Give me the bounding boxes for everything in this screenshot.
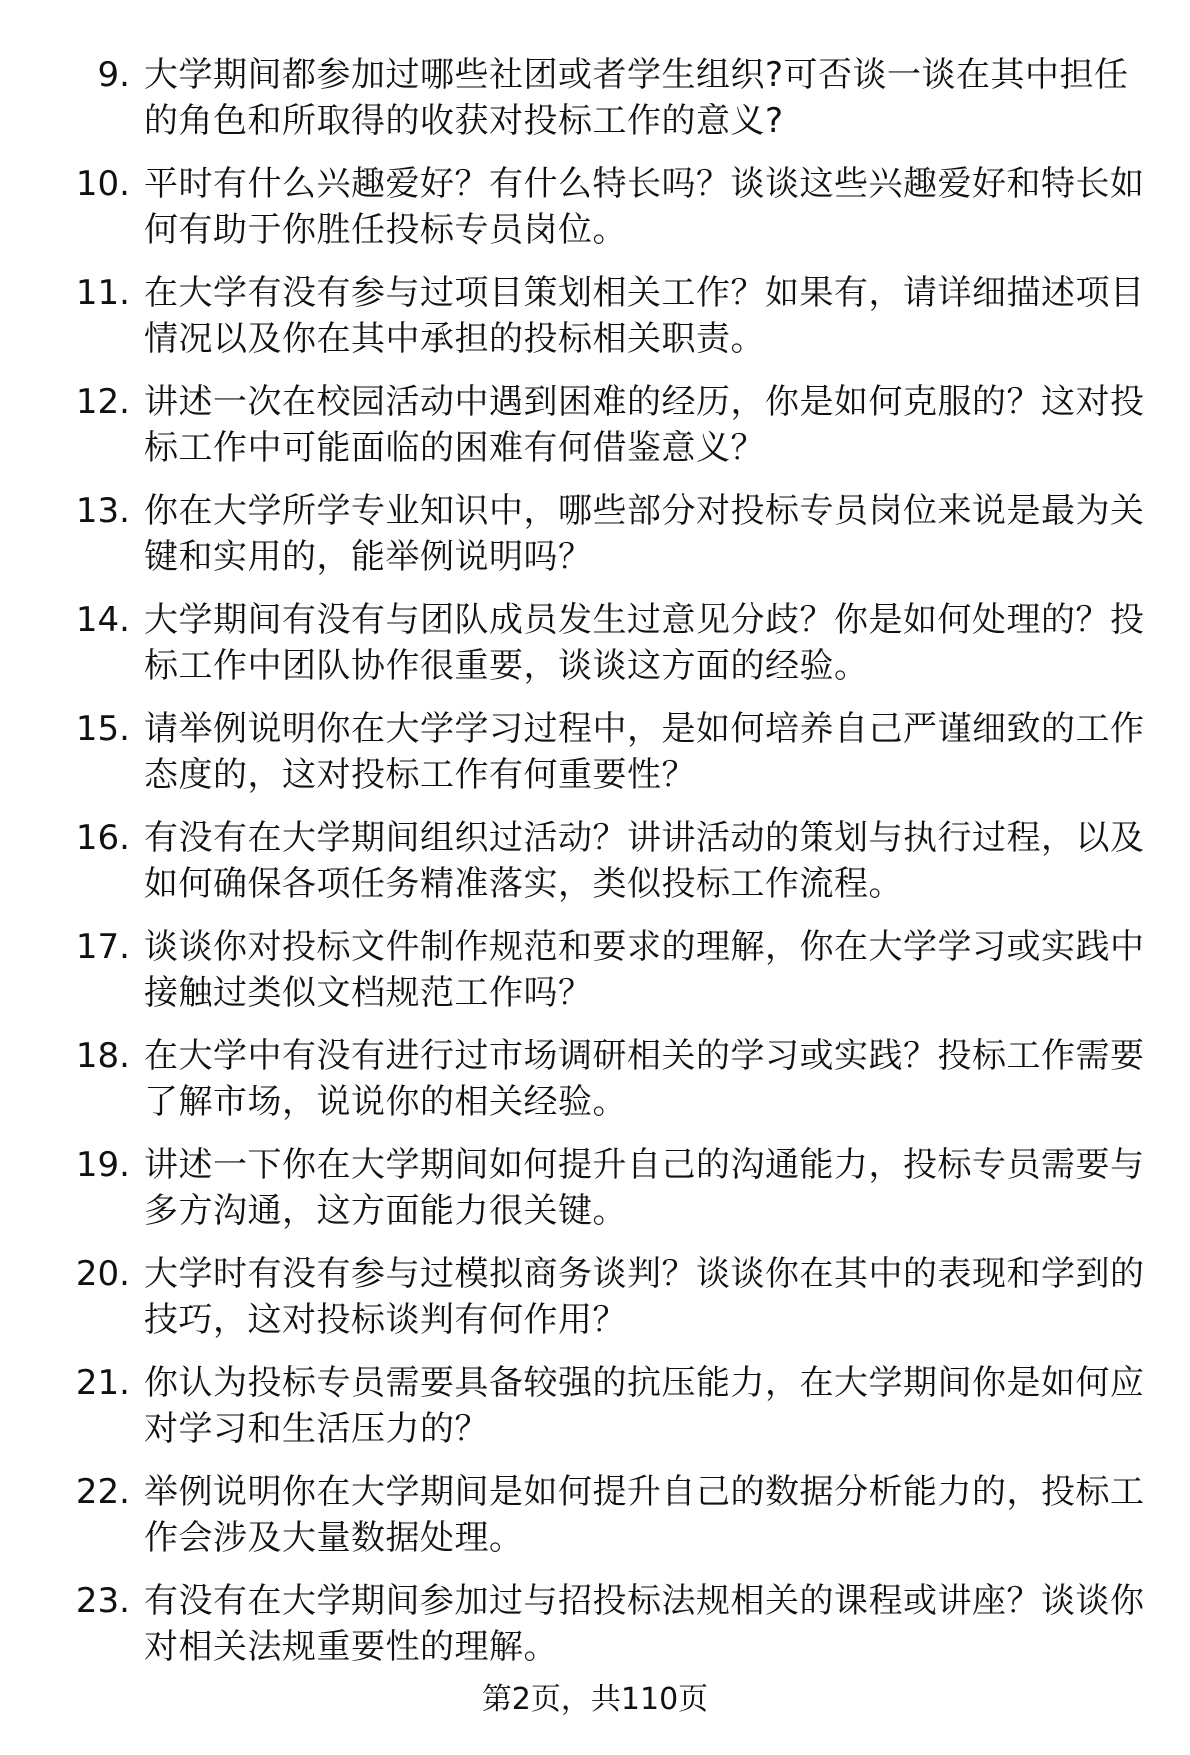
question-number: 10. bbox=[75, 164, 130, 204]
question-item-16 bbox=[58, 815, 1148, 924]
question-text: 请举例说明你在大学学习过程中，是如何培养自己严谨细致的工作态度的，这对投标工作有何重要性？ bbox=[144, 709, 1145, 795]
question-text: 有没有在大学期间参加过与招投标法规相关的课程或讲座？谈谈你对相关法规重要性的理解。 bbox=[144, 1581, 1145, 1667]
question-item-15 bbox=[58, 706, 1148, 815]
question-text: 有没有在大学期间组织过活动？讲讲活动的策划与执行过程，以及如何确保各项任务精准落实，类似投标工作流程。 bbox=[144, 818, 1145, 904]
question-item-11 bbox=[58, 270, 1148, 379]
question-text: 大学期间有没有与团队成员发生过意见分歧？你是如何处理的？投标工作中团队协作很重要，谈谈这方面的经验。 bbox=[144, 600, 1145, 686]
question-number: 14. bbox=[75, 600, 130, 640]
question-text: 大学期间都参加过哪些社团或者学生组织?可否谈一谈在其中担任的角色和所取得的收获对投标工作的意义? bbox=[144, 55, 1129, 141]
question-text: 讲述一下你在大学期间如何提升自己的沟通能力，投标专员需要与多方沟通，这方面能力很关键。 bbox=[144, 1145, 1145, 1231]
question-number: 21. bbox=[75, 1363, 130, 1403]
page-footer: 第2页，共110页 bbox=[481, 1682, 709, 1717]
question-text: 你在大学所学专业知识中，哪些部分对投标专员岗位来说是最为关键和实用的，能举例说明吗？ bbox=[144, 491, 1145, 577]
question-number: 19. bbox=[75, 1145, 130, 1185]
question-number: 18. bbox=[75, 1036, 130, 1076]
question-item-17 bbox=[58, 924, 1148, 1033]
question-text: 平时有什么兴趣爱好？有什么特长吗？谈谈这些兴趣爱好和特长如何有助于你胜任投标专员岗位。 bbox=[144, 164, 1145, 250]
question-text: 讲述一次在校园活动中遇到困难的经历，你是如何克服的？这对投标工作中可能面临的困难有何借鉴意义？ bbox=[144, 382, 1145, 468]
question-number: 23. bbox=[75, 1581, 130, 1621]
question-item-14 bbox=[58, 597, 1148, 706]
question-item-13 bbox=[58, 488, 1148, 597]
question-text: 在大学有没有参与过项目策划相关工作？如果有，请详细描述项目情况以及你在其中承担的投标相关职责。 bbox=[144, 273, 1145, 359]
question-item-20 bbox=[58, 1251, 1148, 1360]
question-text: 在大学中有没有进行过市场调研相关的学习或实践？投标工作需要了解市场，说说你的相关经验。 bbox=[144, 1036, 1145, 1122]
question-item-12 bbox=[58, 379, 1148, 488]
question-text: 大学时有没有参与过模拟商务谈判？谈谈你在其中的表现和学到的技巧，这对投标谈判有何作用？ bbox=[144, 1254, 1145, 1340]
question-number: 12. bbox=[75, 382, 130, 422]
question-list bbox=[58, 52, 1148, 1687]
question-item-9 bbox=[58, 52, 1148, 161]
question-number: 22. bbox=[75, 1472, 130, 1512]
question-text: 谈谈你对投标文件制作规范和要求的理解，你在大学学习或实践中接触过类似文档规范工作吗？ bbox=[144, 927, 1145, 1013]
question-number: 13. bbox=[75, 491, 130, 531]
question-number: 11. bbox=[75, 273, 130, 313]
question-item-23 bbox=[58, 1578, 1148, 1687]
question-item-18 bbox=[58, 1033, 1148, 1142]
question-number: 15. bbox=[75, 709, 130, 749]
question-item-21 bbox=[58, 1360, 1148, 1469]
question-item-19 bbox=[58, 1142, 1148, 1251]
question-text: 举例说明你在大学期间是如何提升自己的数据分析能力的，投标工作会涉及大量数据处理。 bbox=[144, 1472, 1145, 1558]
question-item-22 bbox=[58, 1469, 1148, 1578]
question-number: 9. bbox=[97, 55, 130, 95]
question-text: 你认为投标专员需要具备较强的抗压能力，在大学期间你是如何应对学习和生活压力的？ bbox=[144, 1363, 1145, 1449]
question-number: 20. bbox=[75, 1254, 130, 1294]
question-number: 17. bbox=[75, 927, 130, 967]
question-item-10 bbox=[58, 161, 1148, 270]
question-number: 16. bbox=[75, 818, 130, 858]
